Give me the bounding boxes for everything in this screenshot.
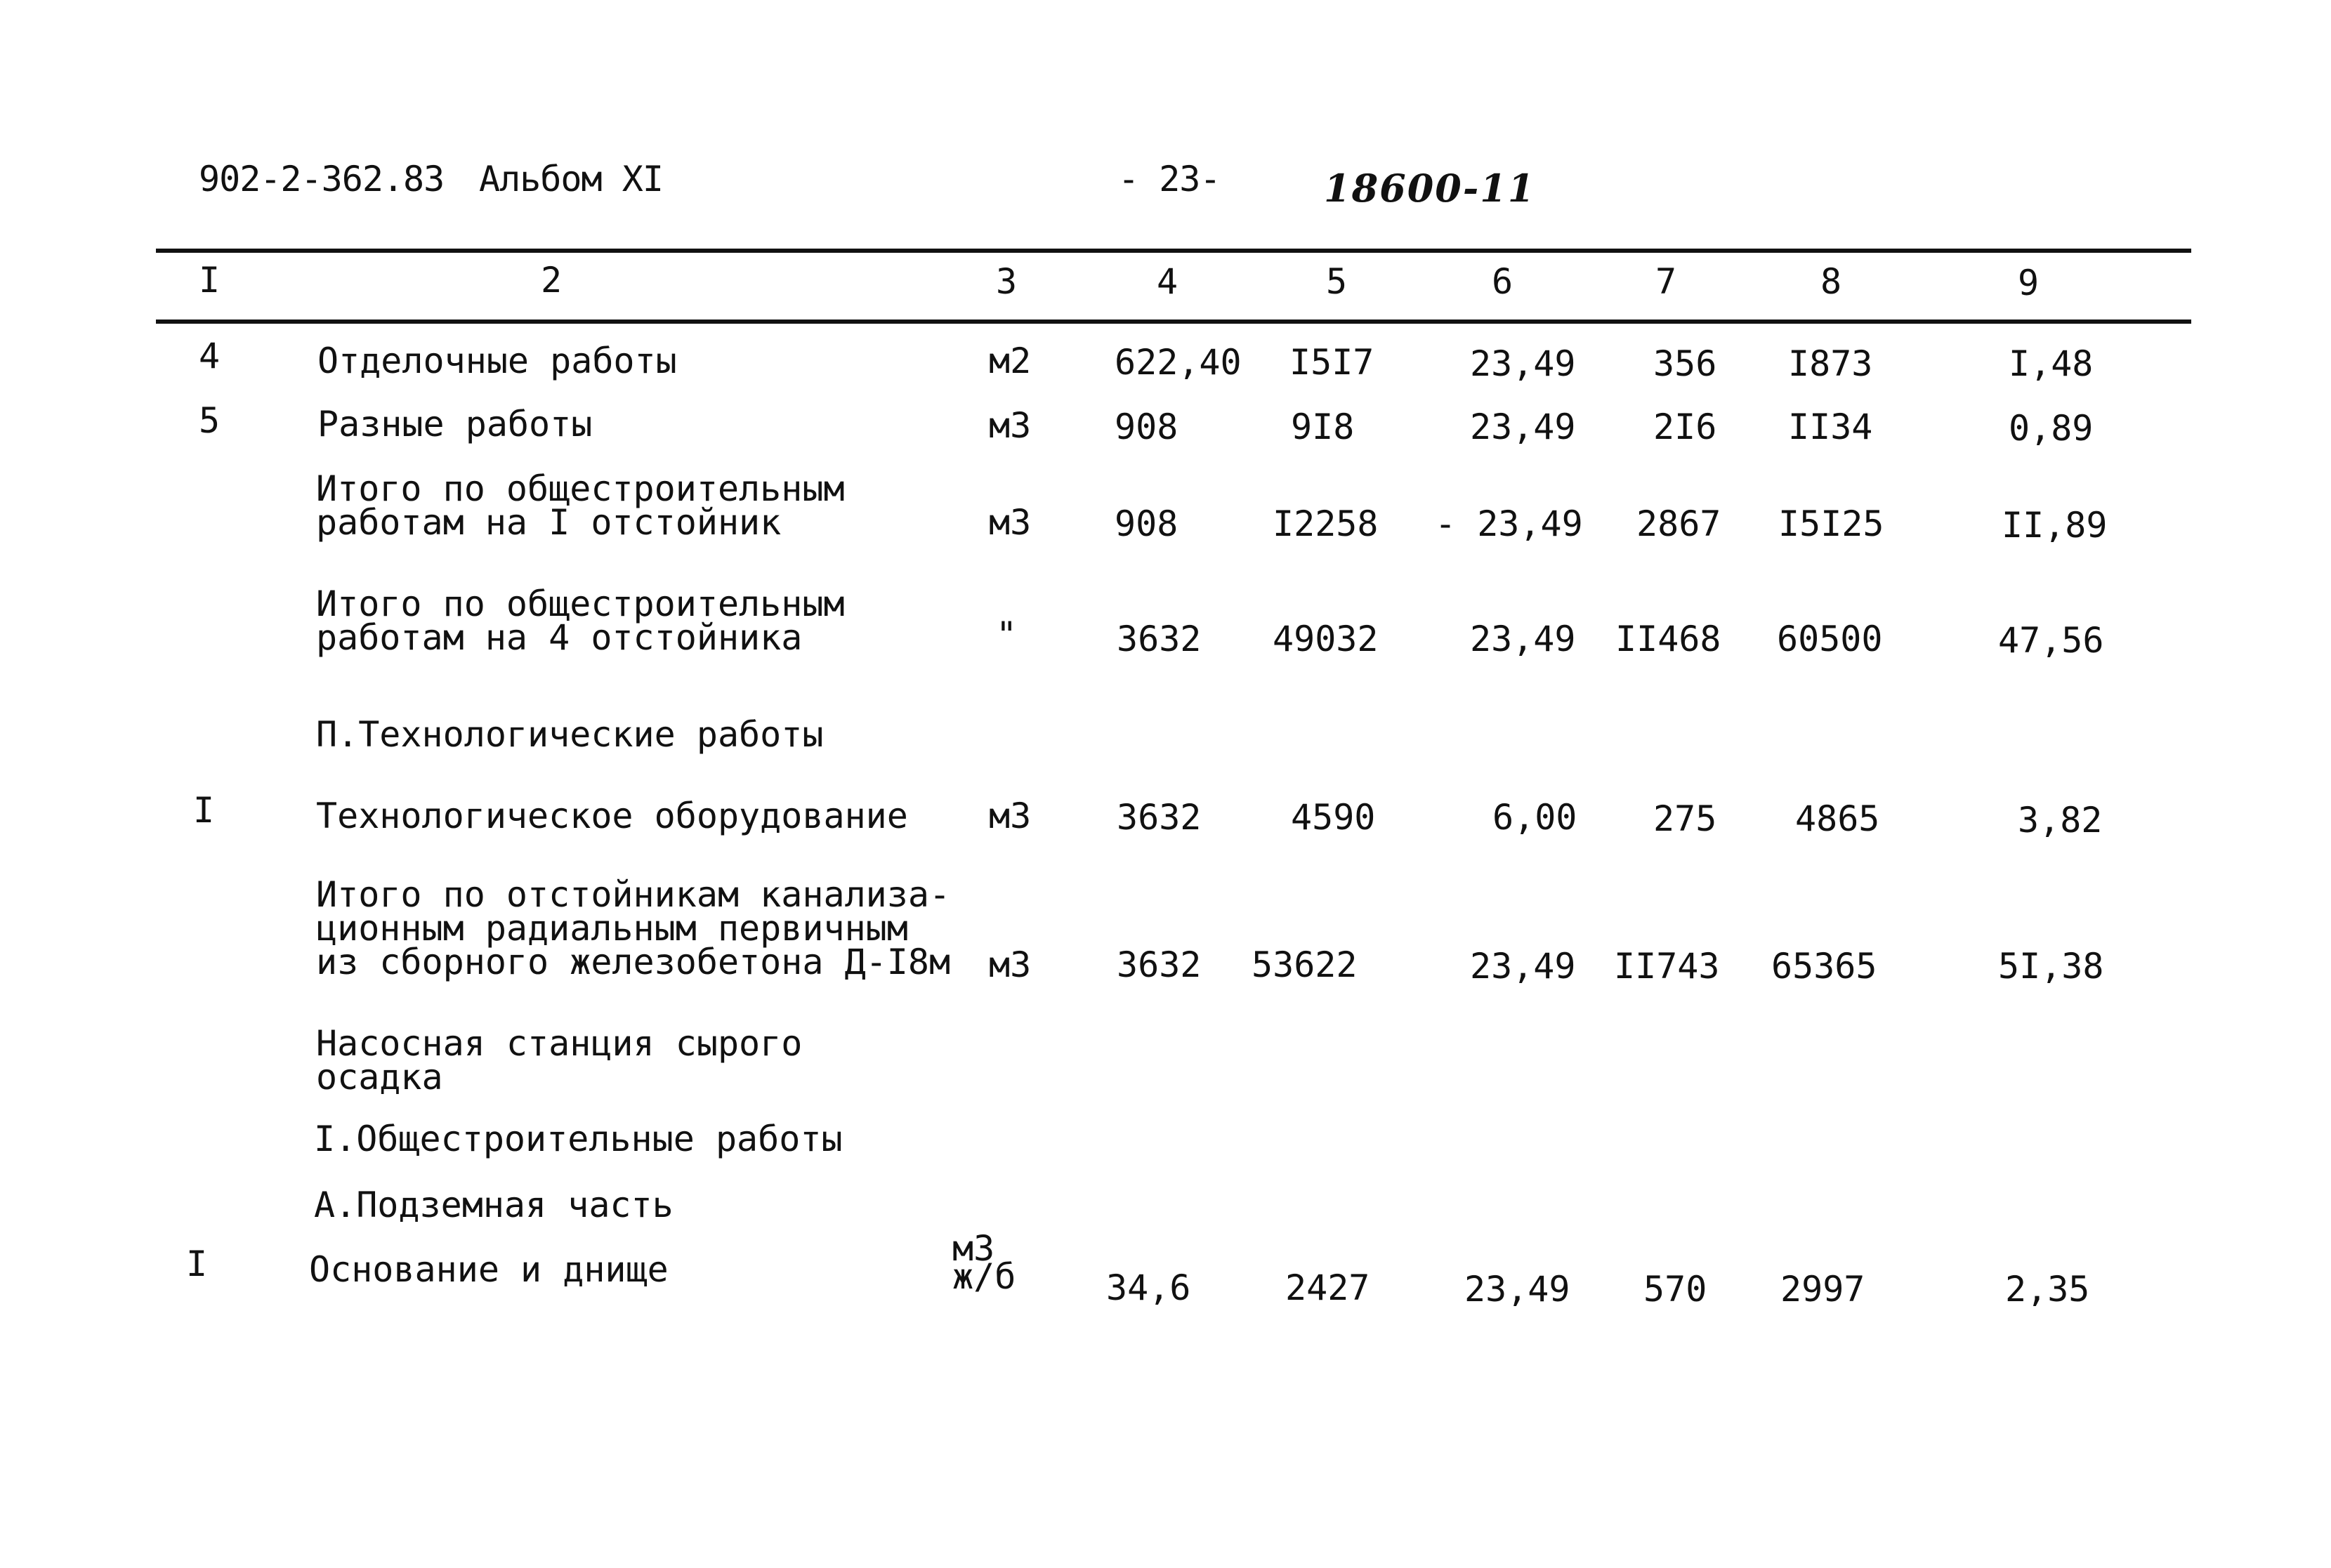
row-value-col4: 3632: [1117, 944, 1202, 985]
column-header: 4: [1157, 261, 1178, 302]
row-unit: м2: [989, 341, 1032, 381]
row-description: Технологическое оборудование: [316, 796, 908, 836]
section-heading: I.Общестроительные работы: [314, 1119, 843, 1159]
row-description: Итого по общестроительным работам на 4 отстойника: [316, 584, 845, 658]
row-unit: м3: [989, 405, 1032, 446]
row-unit: ": [996, 614, 1018, 655]
row-unit: м3: [989, 502, 1032, 543]
row-value-col6: 23,49: [1470, 343, 1576, 384]
row-description: Итого по общестроительным работам на I отстойник: [316, 468, 845, 543]
section-heading: А.Подземная часть: [314, 1185, 674, 1225]
column-header: 8: [1820, 261, 1842, 302]
row-description: Разные работы: [317, 404, 593, 444]
row-value-col6: 23,49: [1464, 1269, 1570, 1310]
row-value-col9: I,48: [2009, 343, 2094, 384]
row-value-col6: 23,49: [1470, 407, 1576, 447]
column-header: 9: [2018, 263, 2040, 303]
row-value-col5: 4590: [1291, 797, 1376, 838]
row-value-col4: 908: [1115, 407, 1178, 447]
row-value-col6: 23,49: [1470, 619, 1576, 659]
section-heading: Насосная станция сырого осадка: [316, 1023, 803, 1098]
row-description: Отделочные работы: [317, 341, 677, 381]
row-value-col5: 9I8: [1291, 407, 1355, 447]
row-number: I: [193, 790, 215, 831]
row-value-col8: 2997: [1780, 1269, 1865, 1310]
row-number: 4: [199, 336, 221, 376]
row-value-col8: I873: [1788, 343, 1873, 384]
row-value-col7: 2867: [1636, 503, 1721, 544]
handwritten-note: 18600-11: [1324, 166, 1536, 211]
row-value-col5: 2427: [1285, 1267, 1370, 1308]
row-value-col9: II,89: [2002, 505, 2108, 546]
row-value-col9: 47,56: [1998, 620, 2104, 661]
row-value-col7: 275: [1653, 798, 1717, 839]
row-number: I: [186, 1244, 208, 1284]
section-heading: П.Технологические работы: [316, 714, 824, 755]
row-value-col6: 23,49: [1470, 946, 1576, 987]
row-value-col4: 622,40: [1115, 342, 1242, 383]
row-value-col4: 3632: [1117, 797, 1202, 838]
row-value-col8: II34: [1788, 407, 1873, 447]
column-header: 2: [541, 260, 563, 301]
row-value-col6: - 23,49: [1435, 503, 1583, 544]
table-top-rule: [156, 249, 2191, 253]
row-unit: м3: [989, 944, 1032, 985]
row-description: Итого по отстойникам канализа- ционным радиальным первичным из сборного железобетона Д-I8м: [316, 874, 951, 982]
row-value-col7: 2I6: [1653, 407, 1717, 447]
document-code: 902-2-362.83: [199, 159, 445, 199]
row-description: Основание и днище: [309, 1249, 669, 1290]
row-value-col8: 60500: [1777, 619, 1883, 659]
row-value-col7: II468: [1615, 619, 1721, 659]
row-value-col9: 0,89: [2009, 408, 2094, 449]
row-value-col7: 356: [1653, 343, 1717, 384]
column-header: 3: [996, 261, 1018, 302]
column-header: 6: [1492, 261, 1513, 302]
row-value-col4: 908: [1115, 503, 1178, 544]
row-value-col5: 49032: [1273, 619, 1379, 659]
row-number: 5: [199, 400, 221, 441]
row-value-col5: I5I7: [1289, 342, 1374, 383]
row-value-col5: 53622: [1252, 944, 1358, 985]
row-value-col4: 3632: [1117, 619, 1202, 659]
row-value-col8: I5I25: [1778, 503, 1884, 544]
row-value-col7: 570: [1643, 1269, 1707, 1310]
album-label: Альбом XI: [479, 159, 663, 199]
row-value-col5: I2258: [1273, 503, 1379, 544]
row-unit: м3: [989, 796, 1032, 836]
column-header: 7: [1655, 261, 1677, 302]
column-header: 5: [1326, 261, 1348, 302]
table-header-rule: [156, 319, 2191, 324]
row-value-col9: 5I,38: [1998, 946, 2104, 987]
page-number: - 23-: [1118, 159, 1221, 199]
column-header: I: [199, 260, 221, 301]
row-value-col6: 6,00: [1492, 797, 1577, 838]
row-value-col8: 4865: [1795, 798, 1880, 839]
row-value-col8: 65365: [1771, 946, 1877, 987]
row-value-col9: 2,35: [2005, 1269, 2090, 1310]
row-value-col4: 34,6: [1106, 1267, 1191, 1308]
row-unit: м3 ж/б: [952, 1228, 1016, 1297]
row-value-col7: II743: [1614, 946, 1720, 987]
row-value-col9: 3,82: [2018, 800, 2103, 841]
